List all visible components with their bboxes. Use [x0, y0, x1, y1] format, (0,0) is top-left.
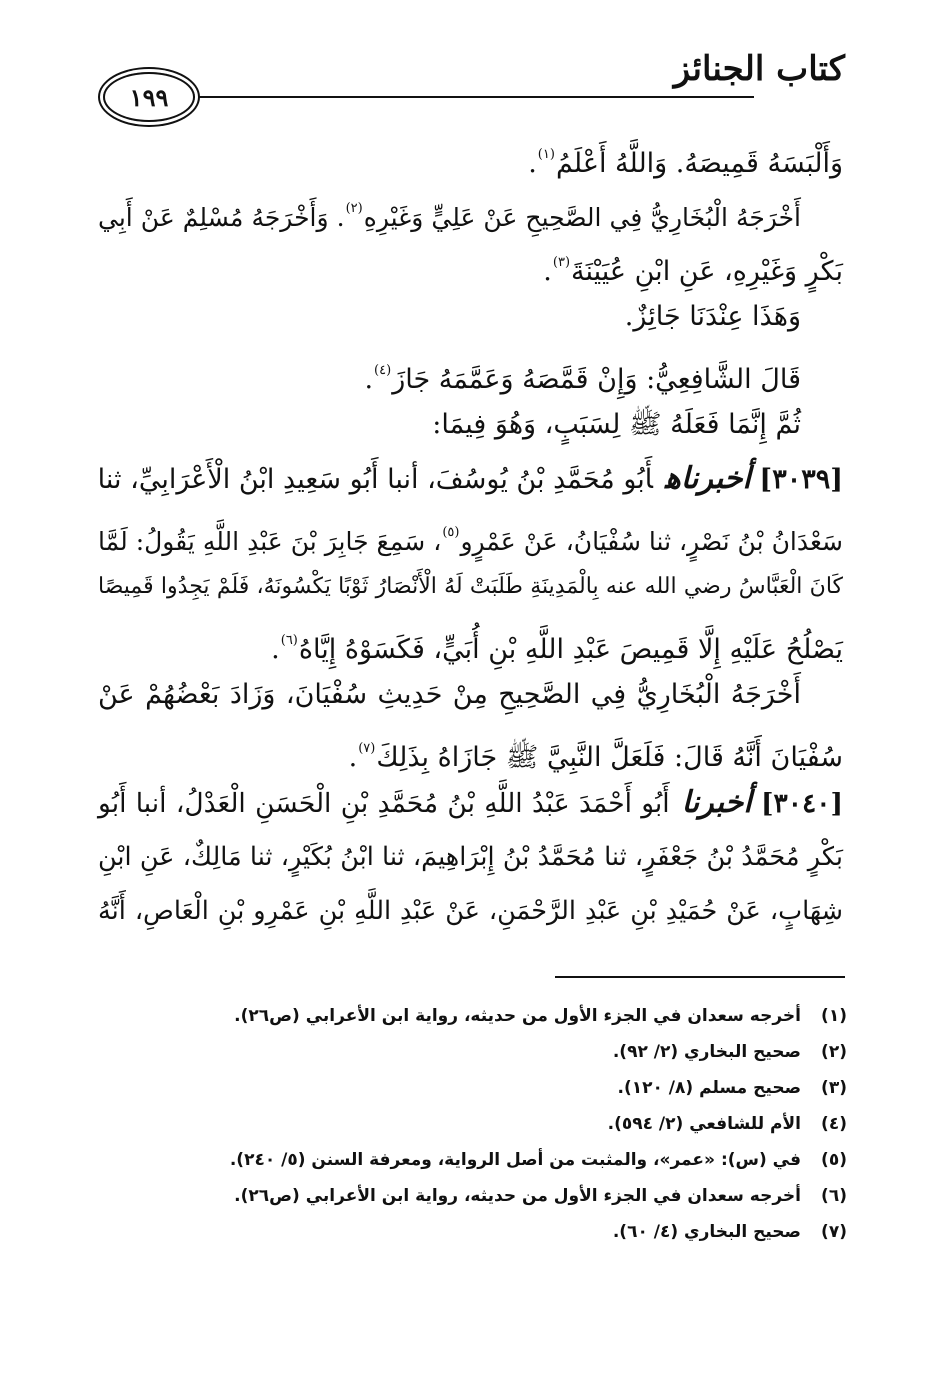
hadith-heading-line: [٣٠٣٩] أخبرناهأَبُو مُحَمَّدِ بْنُ يُوسُفَ، أنبا أَبُو سَعِيدِ ابْنُ الْأَعْرَابِيِّ، ثنا: [97, 461, 843, 496]
page-number: ١٩٩: [129, 82, 169, 112]
footnote-text: صحيح مسلم (٨/ ١٢٠).: [617, 1078, 801, 1098]
text-line: وَهَذَا عِنْدَنَا جَائِزٌ.: [624, 301, 801, 332]
footnote-mark: (٦): [821, 1186, 847, 1206]
footnote-ref: (١): [537, 147, 555, 162]
footnote-ref: (٥): [442, 525, 460, 540]
footnote-text: الأم للشافعي (٢/ ٥٩٤).: [607, 1114, 801, 1134]
hadith-number: [٣٠٣٩]: [759, 464, 843, 495]
text-line: كَانَ الْعَبَّاسُ رضي الله عنه بِالْمَدِينَةِ طَلَبَتْ لَهُ الْأَنْصَارُ ثَوْبًا يَكْسُونَهُ، فَلَمْ يَجِدُوا قَمِيصًا: [98, 574, 843, 599]
footnote: [87, 1178, 847, 1214]
hadith-keyword: أخبرنا: [681, 785, 752, 820]
hadith-heading-line: [٣٠٤٠] أخبرناأَبُو أَحْمَدَ عَبْدُ اللَّهِ بْنُ مُحَمَّدِ بْنِ الْحَسَنِ الْعَدْلُ، أنبا أَبُو: [98, 785, 843, 820]
text-line: بَكْرٍ وَغَيْرِهِ، عَنِ ابْنِ عُيَيْنَةَ$^{(٣)}$.: [543, 255, 843, 287]
footnote: [87, 1142, 847, 1178]
footnote-text: في (س): «عمر»، والمثبت من أصل الرواية، ومعرفة السنن (٥/ ٢٤٠).: [229, 1150, 801, 1170]
footnotes: [87, 998, 847, 1250]
footnote-text: صحيح البخاري (٢/ ٩٢).: [612, 1042, 801, 1062]
hadith-number: [٣٠٤٠]: [760, 788, 843, 819]
footnote-mark: (٧): [821, 1222, 847, 1242]
text-line: بَكْرٍ مُحَمَّدُ بْنُ جَعْفَرٍ، ثنا مُحَمَّدُ بْنُ إِبْرَاهِيمَ، ثنا ابْنُ بُكَيْرٍ، ثنا مَالِكٌ، عَنِ ابْنِ: [98, 842, 843, 872]
footnote-ref: (٢): [345, 201, 363, 216]
footnote: [87, 1214, 847, 1250]
footnote-ref: (٦): [280, 633, 298, 648]
header-rule: [194, 96, 754, 98]
footnote: [87, 1034, 847, 1070]
hadith-keyword: أخبرناه: [665, 461, 751, 496]
footnote-mark: (٤): [821, 1114, 847, 1134]
footnote: [87, 1070, 847, 1106]
text-line: قَالَ الشَّافِعِيُّ: وَإِنْ قَمَّصَهُ وَعَمَّمَهُ جَازَ$^{(٤)}$.: [364, 363, 801, 395]
footnote-mark: (٣): [821, 1078, 847, 1098]
footnote: [87, 998, 847, 1034]
footnote-separator: [555, 976, 845, 978]
text-line: سُفْيَانَ أَنَّهُ قَالَ: فَلَعَلَّ النَّبِيَّ ﷺ جَازَاهُ بِذَلِكَ$^{(٧)}$.: [348, 741, 843, 773]
main-text: [98, 128, 843, 938]
text-line: شِهَابٍ، عَنْ حُمَيْدِ بْنِ عَبْدِ الرَّحْمَنِ، عَنْ عَبْدِ اللَّهِ بْنِ عَمْرِو بْنِ الْعَاصِ، أَنَّهُ: [98, 896, 843, 926]
footnote-mark: (٥): [821, 1150, 847, 1170]
footnote-text: أخرجه سعدان في الجزء الأول من حديثه، رواية ابن الأعرابي (ص٢٦).: [234, 1006, 801, 1026]
footnote-ref: (٤): [374, 363, 392, 378]
footnote-text: صحيح البخاري (٤/ ٦٠).: [612, 1222, 801, 1242]
page-number-badge: [103, 72, 195, 122]
footnote-mark: (٢): [821, 1042, 847, 1062]
footnote: [87, 1106, 847, 1142]
footnote-ref: (٧): [358, 741, 376, 756]
text-line: وَأَلْبَسَهُ قَمِيصَهُ. وَاللَّهُ أَعْلَمُ$^{(١)}$.: [528, 147, 843, 179]
text-line: سَعْدَانُ بْنُ نَصْرٍ، ثنا سُفْيَانُ، عَنْ عَمْرٍو$^{(٥)}$، سَمِعَ جَابِرَ بْنَ عَبْدِ اللَّهِ يَقُولُ: لَمَّا: [98, 525, 844, 556]
text-line: يَصْلُحُ عَلَيْهِ إِلَّا قَمِيصَ عَبْدِ اللَّهِ بْنِ أُبَيٍّ، فَكَسَوْهُ إِيَّاهُ$^{(٦)}$.: [271, 633, 843, 665]
text-line: أَخْرَجَهُ الْبُخَارِيُّ فِي الصَّحِيحِ مِنْ حَدِيثِ سُفْيَانَ، وَزَادَ بَعْضُهُمْ عَنْ: [98, 679, 801, 710]
running-title: كتاب الجنائز: [673, 49, 845, 89]
footnote-text: أخرجه سعدان في الجزء الأول من حديثه، رواية ابن الأعرابي (ص٢٦).: [234, 1186, 801, 1206]
footnote-ref: (٣): [552, 255, 571, 270]
text-line: ثُمَّ إِنَّمَا فَعَلَهُ ﷺ لِسَبَبٍ، وَهُوَ فِيمَا:: [432, 409, 801, 440]
footnote-mark: (١): [821, 1006, 847, 1026]
text-line: أَخْرَجَهُ الْبُخَارِيُّ فِي الصَّحِيحِ عَنْ عَلِيٍّ وَغَيْرِهِ$^{(٢)}$. وَأَخْرَجَهُ مُسْلِمٌ عَنْ أَبِي: [98, 201, 801, 232]
